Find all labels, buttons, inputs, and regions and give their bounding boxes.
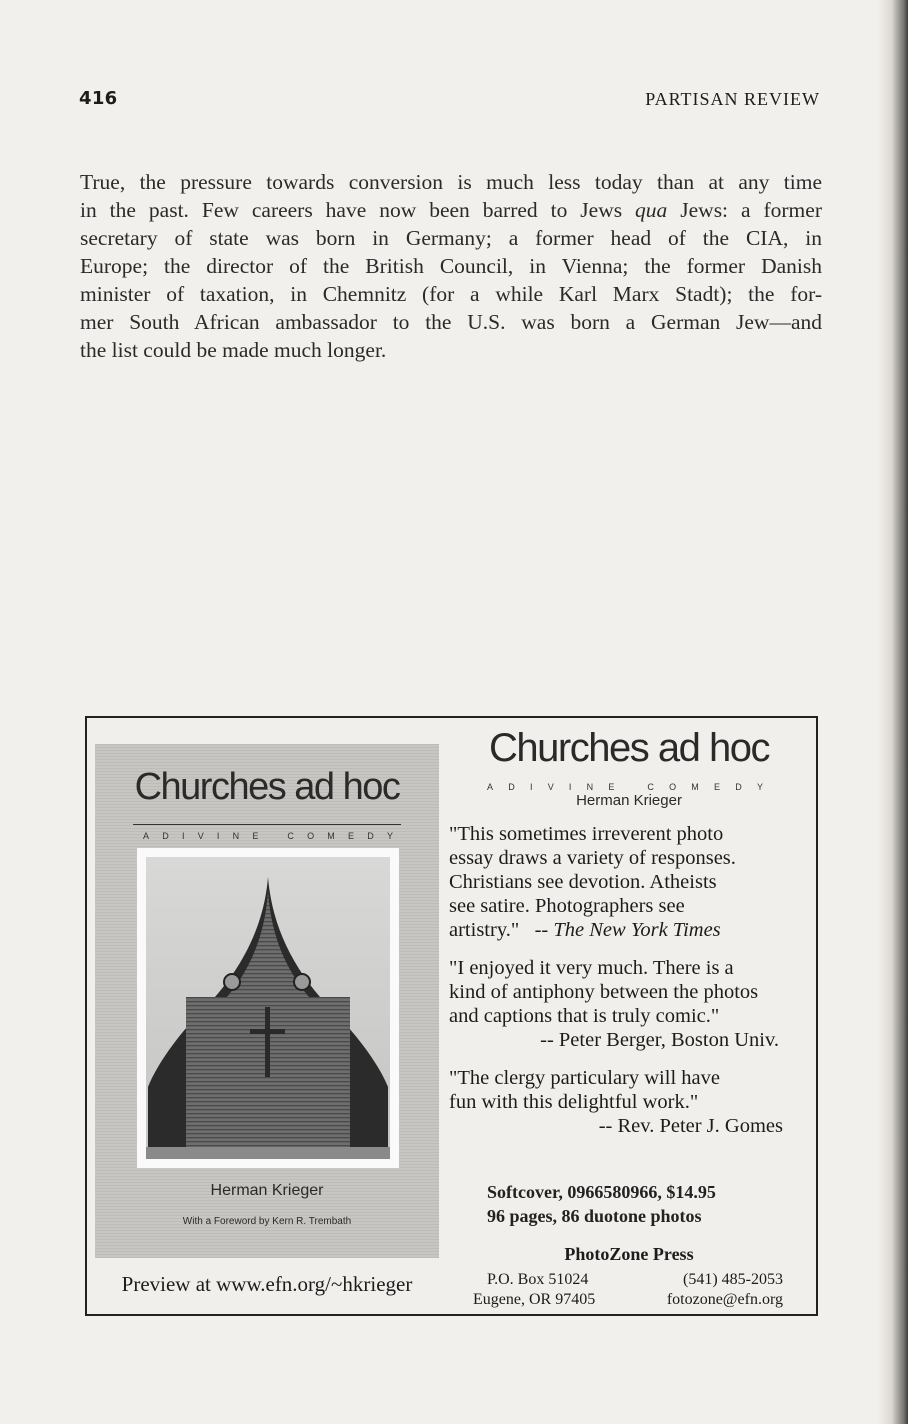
book-advertisement bbox=[85, 716, 818, 1316]
quote-line: see satire. Photographers see bbox=[449, 895, 685, 917]
quote-source: -- Rev. Peter J. Gomes bbox=[598, 1115, 783, 1137]
subtitle-letter: N bbox=[232, 831, 240, 841]
quote-source: -- The New York Times bbox=[534, 919, 721, 941]
cover-photo-frame bbox=[137, 848, 399, 1168]
subtitle-letter: M bbox=[691, 782, 699, 792]
publisher-contact bbox=[473, 1270, 783, 1310]
review-quote bbox=[449, 956, 819, 1052]
quote-line: "I enjoyed it very much. There is a bbox=[449, 957, 734, 979]
body-line: mer South African ambassador to the U.S. was born a German Jew—and bbox=[80, 310, 822, 334]
quote-line: fun with this delightful work." bbox=[449, 1091, 699, 1113]
subtitle-letter: I bbox=[216, 831, 220, 841]
subtitle-letter: V bbox=[547, 782, 554, 792]
subtitle-letter: D bbox=[162, 831, 169, 841]
quote-line: Christians see devotion. Atheists bbox=[449, 871, 717, 893]
cover-foreword: With a Foreword by Kern R. Trembath bbox=[182, 1216, 352, 1227]
subtitle-letter: O bbox=[307, 831, 315, 841]
cover-author: Herman Krieger bbox=[210, 1182, 324, 1199]
quote-line: "This sometimes irreverent photo bbox=[449, 823, 724, 845]
running-head: PARTISAN REVIEW bbox=[645, 89, 820, 109]
subtitle-letter: E bbox=[348, 831, 355, 841]
cover-subtitle bbox=[143, 831, 393, 841]
publisher-name: PhotoZone Press bbox=[564, 1244, 694, 1264]
quote-line: and captions that is truly comic." bbox=[449, 1005, 720, 1027]
book-pages: 96 pages, 86 duotone photos bbox=[487, 1206, 702, 1226]
subtitle-letter: Y bbox=[756, 782, 763, 792]
subtitle-letter: I bbox=[529, 782, 533, 792]
subtitle-letter: I bbox=[181, 831, 185, 841]
city-address: Eugene, OR 97405 bbox=[473, 1291, 596, 1308]
subtitle-letter: A bbox=[487, 782, 494, 792]
subtitle-letter: D bbox=[735, 782, 742, 792]
subtitle-letter: V bbox=[197, 831, 204, 841]
phone-number: (541) 485-2053 bbox=[683, 1271, 783, 1288]
review-quotes bbox=[449, 822, 819, 1152]
subtitle-letter: E bbox=[608, 782, 615, 792]
body-line: Europe; the director of the British Council, in Vienna; the former Danish bbox=[80, 254, 822, 278]
cover-title: Churches ad hoc bbox=[134, 766, 400, 808]
preview-link-text: Preview at www.efn.org/~hkrieger bbox=[121, 1272, 413, 1296]
subtitle-letter: M bbox=[327, 831, 335, 841]
po-box: P.O. Box 51024 bbox=[487, 1271, 589, 1288]
subtitle-letter bbox=[272, 831, 275, 841]
book-details bbox=[487, 1180, 787, 1228]
body-line: the list could be made much longer. bbox=[80, 338, 387, 362]
subtitle-letter: C bbox=[647, 782, 654, 792]
quote-line: artistry." -- The New York Times bbox=[449, 919, 721, 941]
body-line: secretary of state was born in Germany; a former head of the CIA, in bbox=[80, 226, 822, 250]
body-line: True, the pressure towards conversion is much less today than at any time bbox=[80, 170, 822, 194]
cover-title-rule bbox=[133, 824, 401, 825]
subtitle-letter: A bbox=[143, 831, 150, 841]
body-line: in the past. Few careers have now been barred to Jews qua Jews: a former bbox=[80, 198, 822, 222]
subtitle-letter: D bbox=[367, 831, 374, 841]
page-number: 416 bbox=[79, 88, 118, 109]
church-photo bbox=[146, 857, 390, 1159]
quote-line: essay draws a variety of responses. bbox=[449, 847, 736, 869]
page-edge-shadow bbox=[878, 0, 908, 1424]
ad-author: Herman Krieger bbox=[576, 792, 682, 809]
review-quote bbox=[449, 1066, 819, 1138]
book-format: Softcover, 0966580966, $14.95 bbox=[487, 1182, 716, 1202]
quote-line: "The clergy particulary will have bbox=[449, 1067, 720, 1089]
quote-line: kind of antiphony between the photos bbox=[449, 981, 759, 1003]
quote-source: -- Peter Berger, Boston Univ. bbox=[540, 1029, 779, 1051]
body-paragraph bbox=[80, 168, 822, 364]
review-quote bbox=[449, 822, 819, 942]
subtitle-letter: I bbox=[568, 782, 572, 792]
ad-title: Churches ad hoc bbox=[489, 726, 769, 770]
email-address: fotozone@efn.org bbox=[666, 1291, 783, 1308]
subtitle-letter: D bbox=[508, 782, 515, 792]
ad-subtitle bbox=[487, 782, 763, 792]
subtitle-letter: Y bbox=[386, 831, 393, 841]
subtitle-letter: N bbox=[586, 782, 594, 792]
subtitle-letter bbox=[630, 782, 633, 792]
subtitle-letter: C bbox=[287, 831, 294, 841]
subtitle-letter: E bbox=[252, 831, 259, 841]
subtitle-letter: O bbox=[669, 782, 677, 792]
book-cover bbox=[95, 744, 439, 1258]
body-line: minister of taxation, in Chemnitz (for a while Karl Marx Stadt); the for- bbox=[80, 282, 822, 306]
subtitle-letter: E bbox=[714, 782, 721, 792]
